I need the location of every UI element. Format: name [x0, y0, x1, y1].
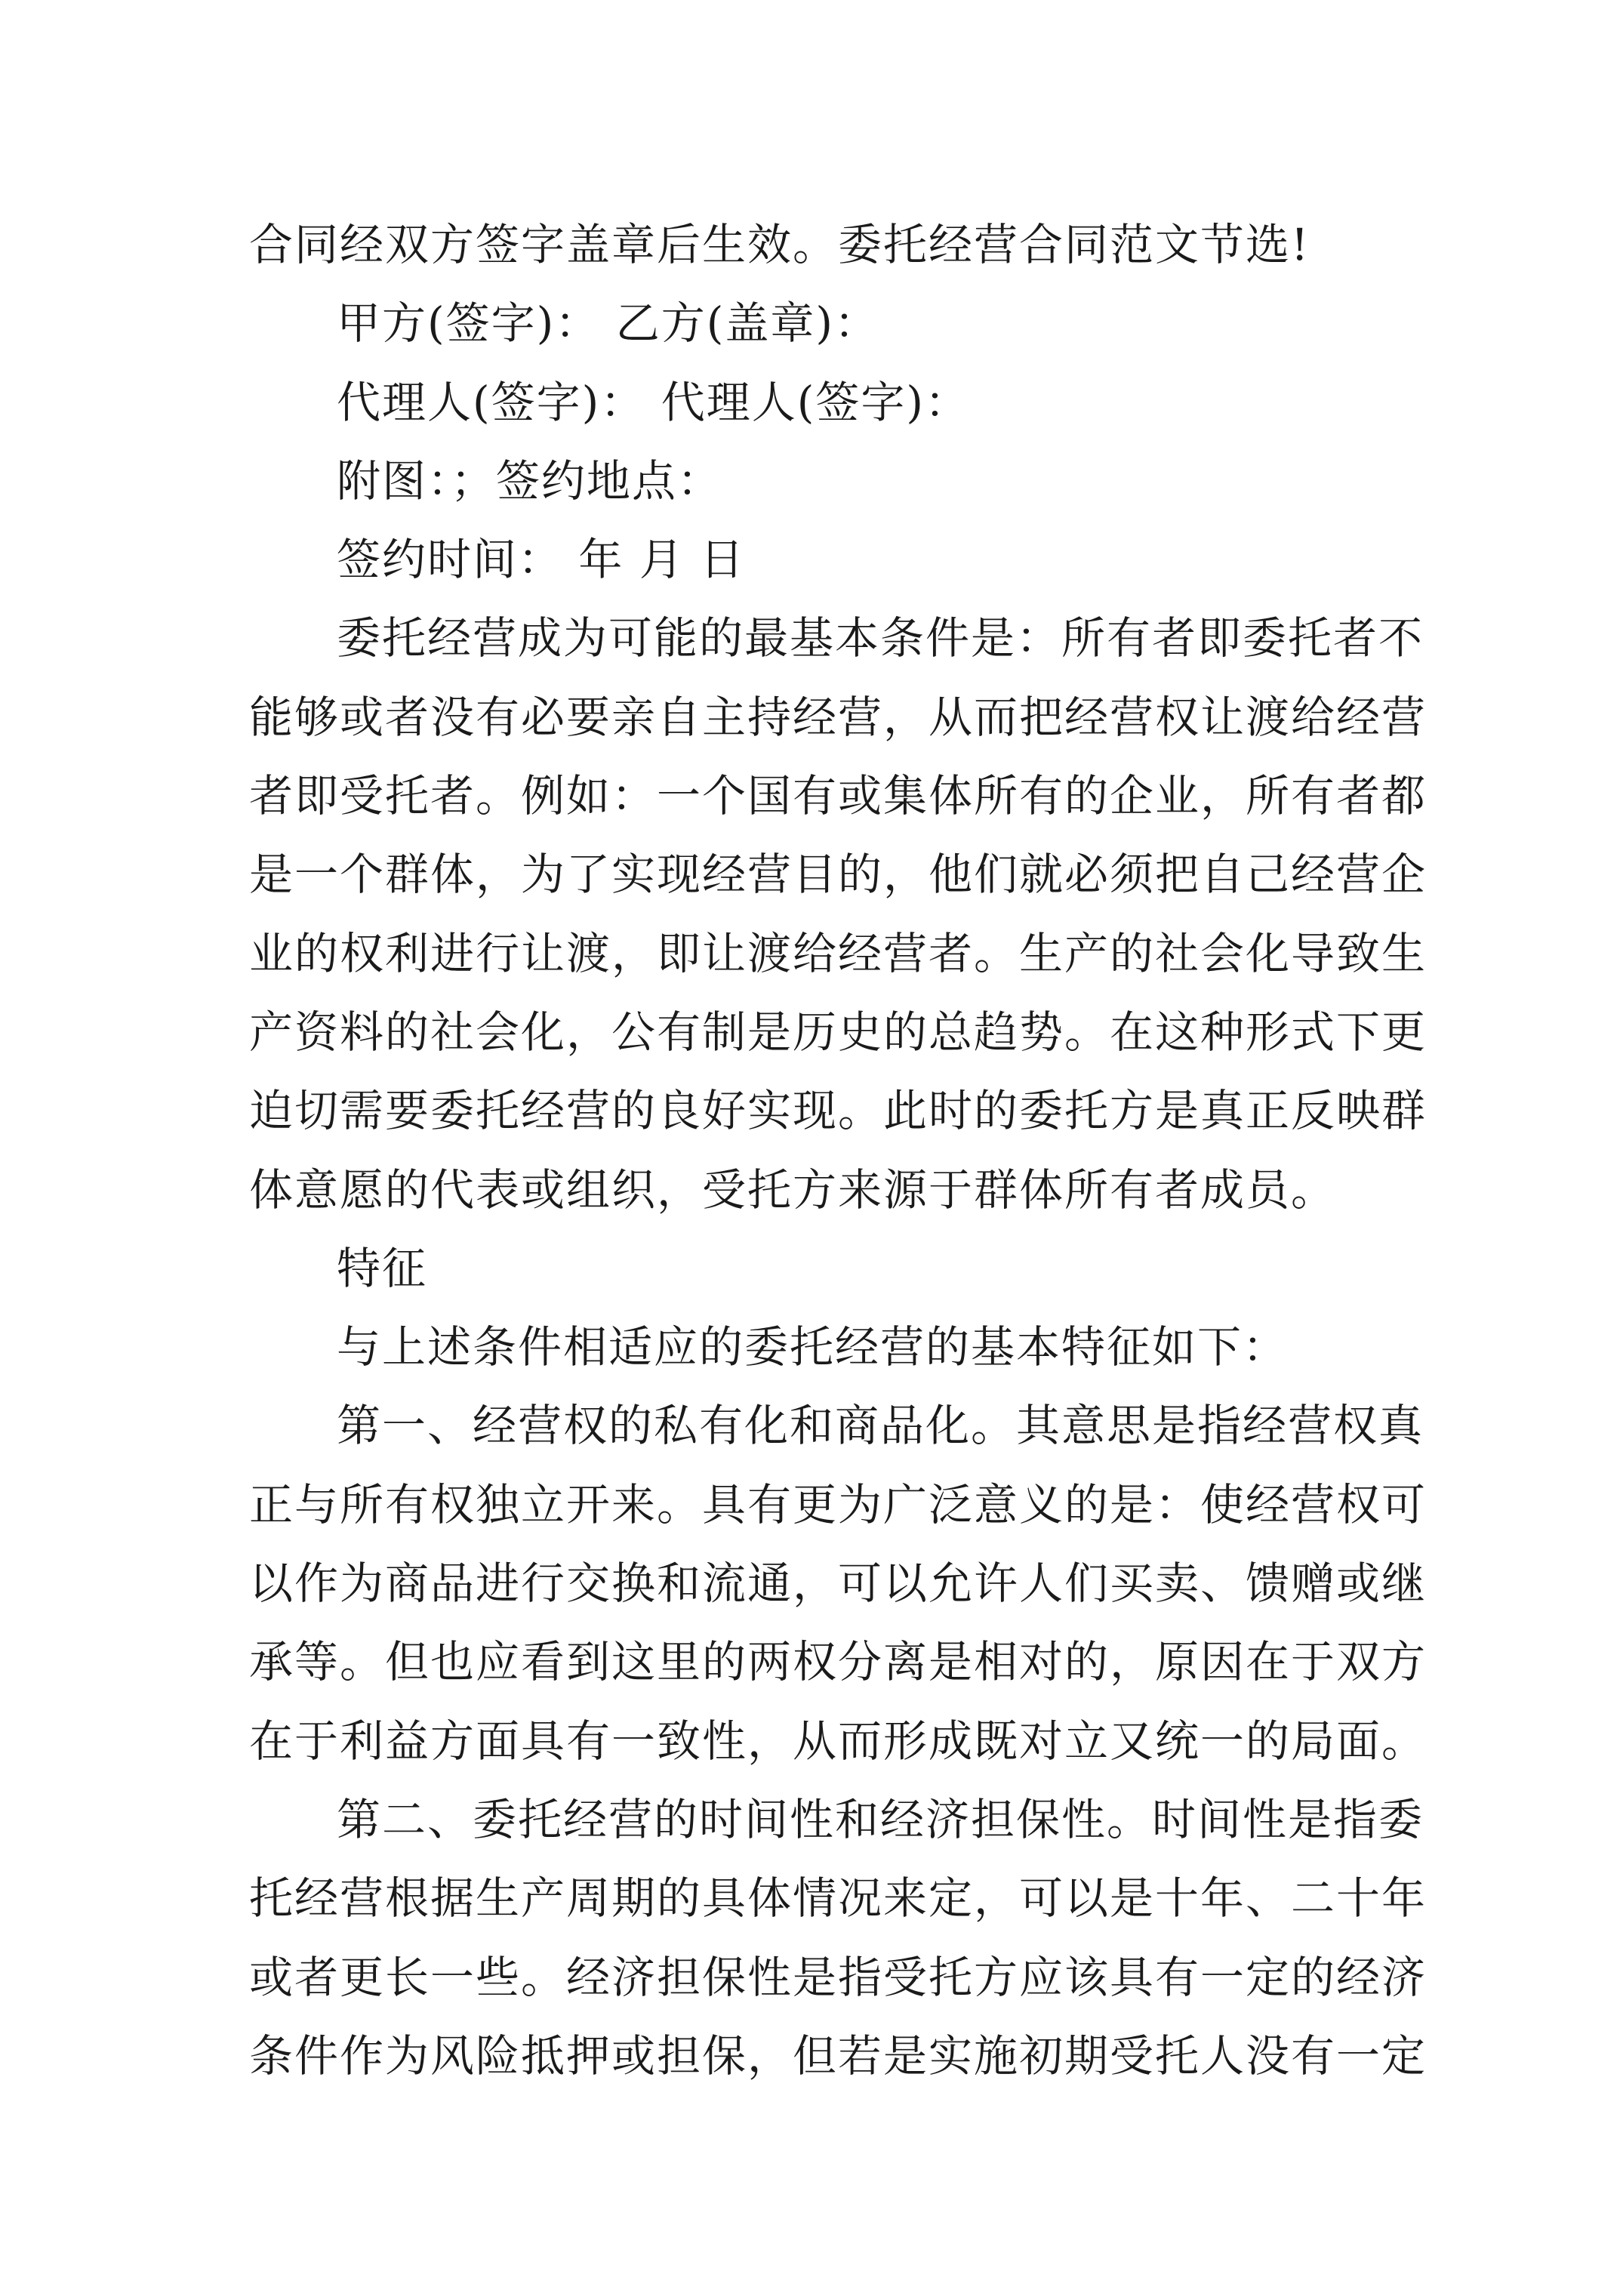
text-line: 附图：；签约地点： — [337, 455, 723, 507]
text-line: 以作为商品进行交换和流通，可以允许人们买卖、馈赠或继 — [249, 1558, 1427, 1610]
text-line: 业的权利进行让渡，即让渡给经营者。生产的社会化导致生 — [249, 927, 1427, 979]
text-line: 特征 — [337, 1242, 428, 1294]
text-line: 合同经双方签字盖章后生效。委托经营合同范文节选! — [249, 219, 1310, 270]
text-line: 或者更长一些。经济担保性是指受托方应该具有一定的经济 — [249, 1951, 1427, 2003]
text-line: 是一个群体，为了实现经营目的，他们就必须把自己经营企 — [249, 849, 1427, 901]
text-line: 与上述条件相适应的委托经营的基本特征如下： — [337, 1321, 1289, 1373]
document-body — [249, 205, 1427, 2095]
text-line: 者即受托者。例如：一个国有或集体所有的企业，所有者都 — [249, 770, 1427, 822]
text-line: 代理人(签字)： 代理人(签字)： — [337, 376, 970, 428]
text-line: 在于利益方面具有一致性，从而形成既对立又统一的局面。 — [249, 1715, 1427, 1767]
text-line: 能够或者没有必要亲自主持经营，从而把经营权让渡给经营 — [249, 691, 1427, 743]
text-line: 体意愿的代表或组织，受托方来源于群体所有者成员。 — [249, 1163, 1337, 1216]
text-line: 第一、经营权的私有化和商品化。其意思是指经营权真 — [337, 1400, 1424, 1452]
text-line: 正与所有权独立开来。具有更为广泛意义的是：使经营权可 — [249, 1478, 1427, 1530]
text-line: 承等。但也应看到这里的两权分离是相对的，原因在于双方 — [249, 1636, 1427, 1688]
text-line: 甲方(签字)： 乙方(盖章)： — [337, 297, 879, 350]
text-line: 签约时间： 年 月 日 — [337, 534, 746, 586]
text-line: 第二、委托经营的时间性和经济担保性。时间性是指委 — [337, 1793, 1424, 1845]
text-line: 迫切需要委托经营的良好实现。此时的委托方是真正反映群 — [249, 1085, 1427, 1137]
text-line: 条件作为风险抵押或担保，但若是实施初期受托人没有一定 — [249, 2029, 1427, 2082]
text-line: 托经营根据生产周期的具体情况来定，可以是十年、二十年 — [249, 1872, 1427, 1925]
text-line: 委托经营成为可能的最基本条件是：所有者即委托者不 — [337, 612, 1424, 664]
text-line: 产资料的社会化，公有制是历史的总趋势。在这种形式下更 — [249, 1006, 1427, 1058]
